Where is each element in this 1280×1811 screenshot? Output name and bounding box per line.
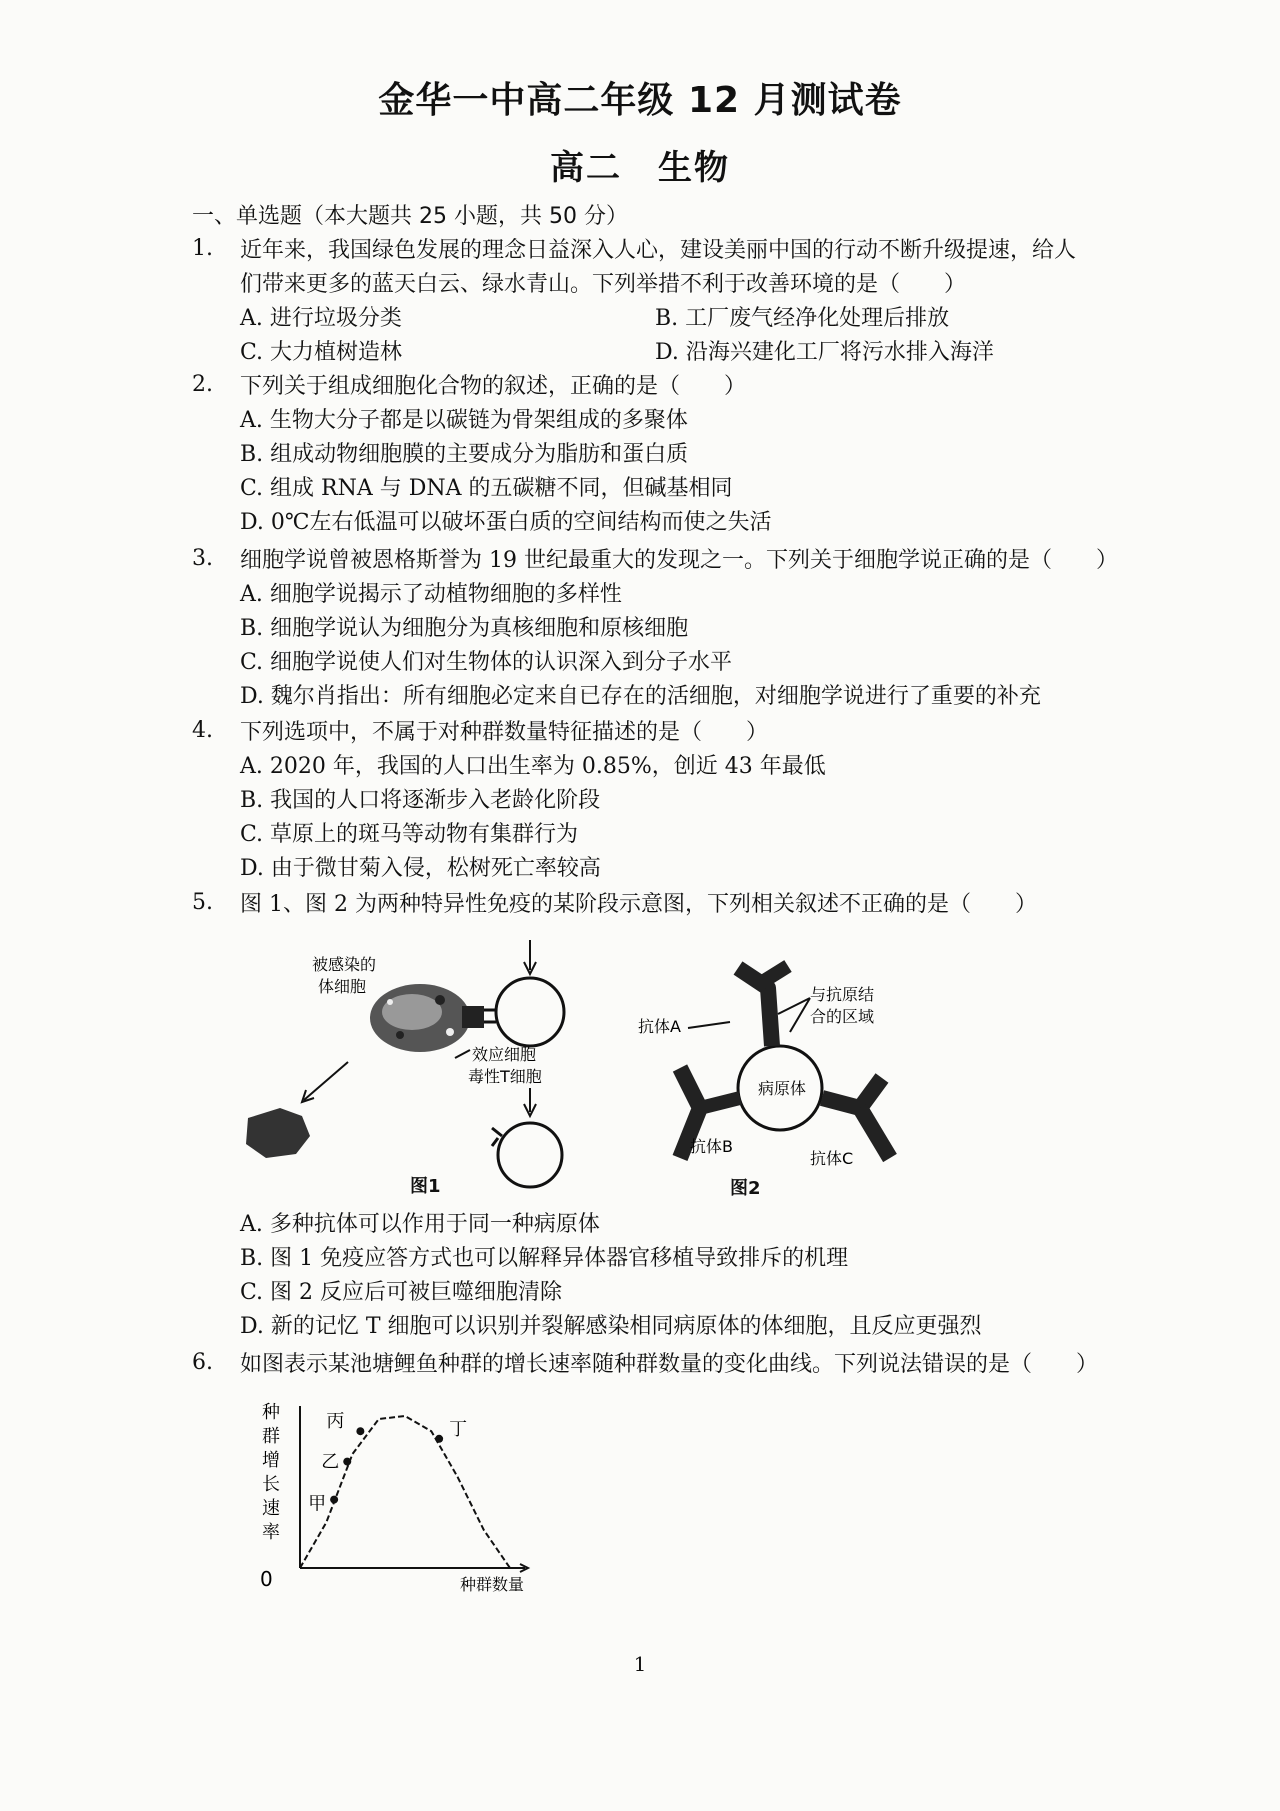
option: A. 进行垃圾分类 xyxy=(240,306,402,331)
figure-1 xyxy=(240,940,600,1204)
y-axis-label-char: 群 xyxy=(262,1426,280,1447)
growth-rate-chart xyxy=(240,1396,560,1600)
data-point xyxy=(343,1458,351,1466)
option: C. 草原上的斑马等动物有集群行为 xyxy=(240,822,579,847)
question-number: 5. xyxy=(192,890,213,915)
option: A. 细胞学说揭示了动植物细胞的多样性 xyxy=(240,582,622,607)
antibody-b-label: 抗体B xyxy=(690,1137,733,1156)
question-stem: 下列选项中，不属于对种群数量特征描述的是（ ） xyxy=(240,720,769,745)
growth-curve xyxy=(300,1416,510,1568)
option: D. 由于微甘菊入侵，松树死亡率较高 xyxy=(240,856,601,881)
question-number: 2. xyxy=(192,372,213,397)
figure-2-drawing xyxy=(638,958,920,1188)
growth-rate-chart-svg xyxy=(240,1396,560,1596)
t-cell-icon xyxy=(498,1123,562,1187)
question-number: 6. xyxy=(192,1350,213,1375)
figure-1-label: 体细胞 xyxy=(318,977,367,996)
data-point xyxy=(356,1427,364,1435)
figure-2-label: 合的区域 xyxy=(810,1007,875,1026)
point-label: 乙 xyxy=(321,1451,340,1473)
figure-1-label: 被感染的 xyxy=(312,955,377,974)
question-stem: 如图表示某池塘鲤鱼种群的增长速率随种群数量的变化曲线。下列说法错误的是（ ） xyxy=(240,1352,1099,1377)
option: D. 0℃左右低温可以破坏蛋白质的空间结构而使之失活 xyxy=(240,510,772,535)
data-point xyxy=(330,1496,338,1504)
point-label: 丁 xyxy=(449,1418,468,1440)
grade-label: 高二 xyxy=(550,148,622,188)
antibody-a-label: 抗体A xyxy=(638,1017,681,1036)
question-stem: 细胞学说曾被恩格斯誉为 19 世纪最重大的发现之一。下列关于细胞学说正确的是（ ） xyxy=(240,548,1118,573)
arrow-icon xyxy=(304,1062,348,1100)
option: C. 大力植树造林 xyxy=(240,340,403,365)
data-point xyxy=(435,1435,443,1443)
section-heading: 一、单选题（本大题共 25 小题，共 50 分） xyxy=(192,204,628,229)
figure-1-label: 效应细胞 xyxy=(472,1045,537,1064)
option: D. 新的记忆 T 细胞可以识别并裂解感染相同病原体的体细胞，且反应更强烈 xyxy=(240,1314,982,1339)
option: B. 我国的人口将逐渐步入老龄化阶段 xyxy=(240,788,601,813)
exam-subtitle xyxy=(0,140,1280,189)
option: A. 2020 年，我国的人口出生率为 0.85%，创近 43 年最低 xyxy=(240,754,826,779)
figure-2-label: 与抗原结 xyxy=(810,985,875,1004)
option: C. 组成 RNA 与 DNA 的五碳糖不同，但碱基相同 xyxy=(240,476,733,501)
x-axis-label: 种群数量 xyxy=(460,1575,525,1594)
option: B. 工厂废气经净化处理后排放 xyxy=(655,306,950,331)
figure-2 xyxy=(638,958,920,1199)
figure-2-caption: 图2 xyxy=(730,1178,761,1199)
infected-cell-icon xyxy=(370,984,484,1052)
page-number: 1 xyxy=(633,1652,647,1676)
option: A. 多种抗体可以作用于同一种病原体 xyxy=(240,1212,600,1237)
question-number: 4. xyxy=(192,718,213,743)
option: C. 图 2 反应后可被巨噬细胞清除 xyxy=(240,1280,563,1305)
arrow-icon xyxy=(455,1050,470,1058)
y-axis-label-char: 增 xyxy=(262,1450,280,1471)
pathogen-label: 病原体 xyxy=(758,1079,807,1098)
question-stem: 图 1、图 2 为两种特异性免疫的某阶段示意图，下列相关叙述不正确的是（ ） xyxy=(240,892,1037,917)
origin-label: 0 xyxy=(260,1567,273,1591)
y-axis-label-char: 率 xyxy=(262,1522,280,1543)
lysed-cell-icon xyxy=(246,1108,310,1158)
y-axis-label-char: 种 xyxy=(262,1402,280,1423)
antibody-c-label: 抗体C xyxy=(810,1149,854,1168)
option: C. 细胞学说使人们对生物体的认识深入到分子水平 xyxy=(240,650,733,675)
point-label: 甲 xyxy=(308,1493,327,1515)
point-label: 丙 xyxy=(326,1411,345,1433)
exam-title: 金华一中高二年级 12 月测试卷 xyxy=(378,80,902,121)
figure-1-caption: 图1 xyxy=(410,1176,441,1197)
option: A. 生物大分子都是以碳链为骨架组成的多聚体 xyxy=(240,408,688,433)
t-cell-icon xyxy=(496,978,564,1046)
y-axis-label-char: 长 xyxy=(262,1474,280,1495)
option: B. 组成动物细胞膜的主要成分为脂肪和蛋白质 xyxy=(240,442,689,467)
figure-1-drawing xyxy=(240,940,600,1200)
y-axis-label-char: 速 xyxy=(262,1498,280,1519)
antibody-c-icon xyxy=(822,1078,882,1108)
option: B. 细胞学说认为细胞分为真核细胞和原核细胞 xyxy=(240,616,689,641)
figure-1-label: 毒性T细胞 xyxy=(468,1067,542,1086)
option: D. 魏尔肖指出：所有细胞必定来自已存在的活细胞，对细胞学说进行了重要的补充 xyxy=(240,684,1041,709)
question-stem: 下列关于组成细胞化合物的叙述，正确的是（ ） xyxy=(240,374,747,399)
subject-label: 生物 xyxy=(658,148,730,188)
question-number: 3. xyxy=(192,546,213,571)
question-number: 1. xyxy=(192,236,213,261)
option: B. 图 1 免疫应答方式也可以解释异体器官移植导致排斥的机理 xyxy=(240,1246,849,1271)
question-stem: 们带来更多的蓝天白云、绿水青山。下列举措不利于改善环境的是（ ） xyxy=(240,272,967,297)
option: D. 沿海兴建化工厂将污水排入海洋 xyxy=(655,340,994,365)
question-stem: 近年来，我国绿色发展的理念日益深入人心，建设美丽中国的行动不断升级提速，给人 xyxy=(240,238,1077,263)
